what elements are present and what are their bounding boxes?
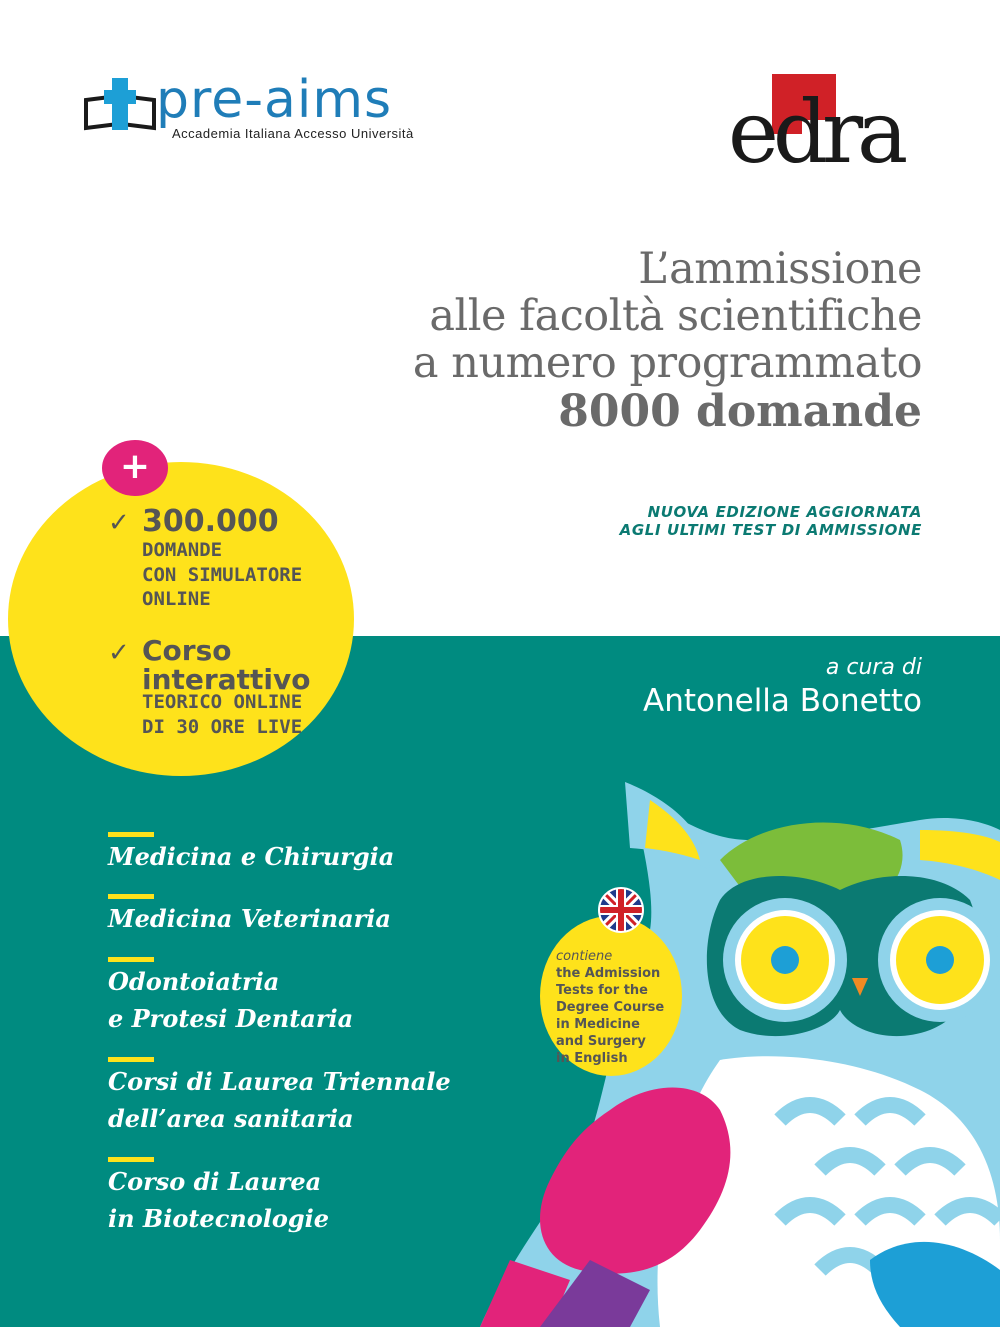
pre-aims-subtitle: Accademia Italiana Accesso Università [172, 126, 414, 141]
english-badge-text [556, 948, 676, 1067]
edra-logo [728, 74, 928, 174]
pre-aims-wordmark: pre-aims [156, 70, 393, 130]
course-1-line-1: Medicina e Chirurgia [108, 842, 395, 871]
course-dash-1 [108, 832, 154, 837]
edition-line-2: AGLI ULTIMI TEST DI AMMISSIONE [619, 521, 922, 539]
bonus-1-text [142, 538, 302, 612]
course-dash-4 [108, 1057, 154, 1062]
course-5 [108, 1163, 329, 1237]
course-dash-3 [108, 957, 154, 962]
edra-text: edra [728, 83, 903, 174]
bonus-1-line-3: ONLINE [142, 588, 211, 610]
bonus-1-line-2: CON SIMULATORE [142, 563, 303, 586]
course-4 [108, 1063, 451, 1137]
course-3 [108, 963, 353, 1037]
book-title [413, 246, 922, 437]
english-badge-line-2: Tests for the [556, 983, 648, 998]
course-dash-2 [108, 894, 154, 899]
bonus-1-line-1: DOMANDE [142, 539, 223, 561]
course-1 [108, 838, 394, 875]
english-badge-line-6: in English [556, 1051, 628, 1066]
bonus-2-heading-2: interattivo [142, 663, 311, 696]
plus-badge: + [102, 440, 168, 496]
check-icon-1: ✓ [108, 508, 130, 538]
course-4-line-1: Corsi di Laurea Triennale [108, 1067, 451, 1096]
bonus-1-number: 300.000 [142, 504, 279, 539]
edition-note [620, 503, 922, 539]
course-dash-5 [108, 1157, 154, 1162]
curator-label: a cura di [825, 655, 922, 680]
uk-flag-icon [597, 886, 645, 934]
english-badge-line-5: and Surgery [556, 1034, 646, 1049]
title-line-1: L’ammissione [638, 244, 922, 294]
edition-line-1: NUOVA EDIZIONE AGGIORNATA [647, 503, 922, 521]
bonus-2-line-2: DI 30 ORE LIVE [142, 715, 303, 738]
course-3-line-1: Odontoiatria [108, 967, 280, 996]
english-badge-line-1: the Admission [556, 966, 661, 981]
course-2-line-1: Medicina Veterinaria [108, 904, 391, 933]
course-5-line-2: in Biotecnologie [108, 1204, 330, 1233]
title-line-2: alle facoltà scientifiche [429, 291, 922, 341]
course-5-line-1: Corso di Laurea [108, 1167, 322, 1196]
course-4-line-2: dell’area sanitaria [108, 1104, 354, 1133]
book-icon [86, 78, 154, 130]
bonus-2-text [142, 690, 302, 739]
course-3-line-2: e Protesi Dentaria [108, 1004, 354, 1033]
bonus-2-line-1: TEORICO ONLINE [142, 691, 303, 713]
title-line-4: 8000 domande [558, 386, 922, 437]
course-2 [108, 900, 391, 937]
curator [643, 655, 922, 721]
english-badge-line-4: in Medicine [556, 1017, 640, 1032]
title-line-3: a numero programmato [412, 338, 922, 388]
english-badge-line-3: Degree Course [556, 1000, 665, 1015]
bonus-2-heading-1: Corso [142, 634, 232, 667]
curator-name: Antonella Bonetto [643, 683, 922, 719]
check-icon-2: ✓ [108, 638, 130, 668]
bonus-2-heading [142, 636, 310, 694]
english-badge-pre: contiene [556, 949, 613, 964]
